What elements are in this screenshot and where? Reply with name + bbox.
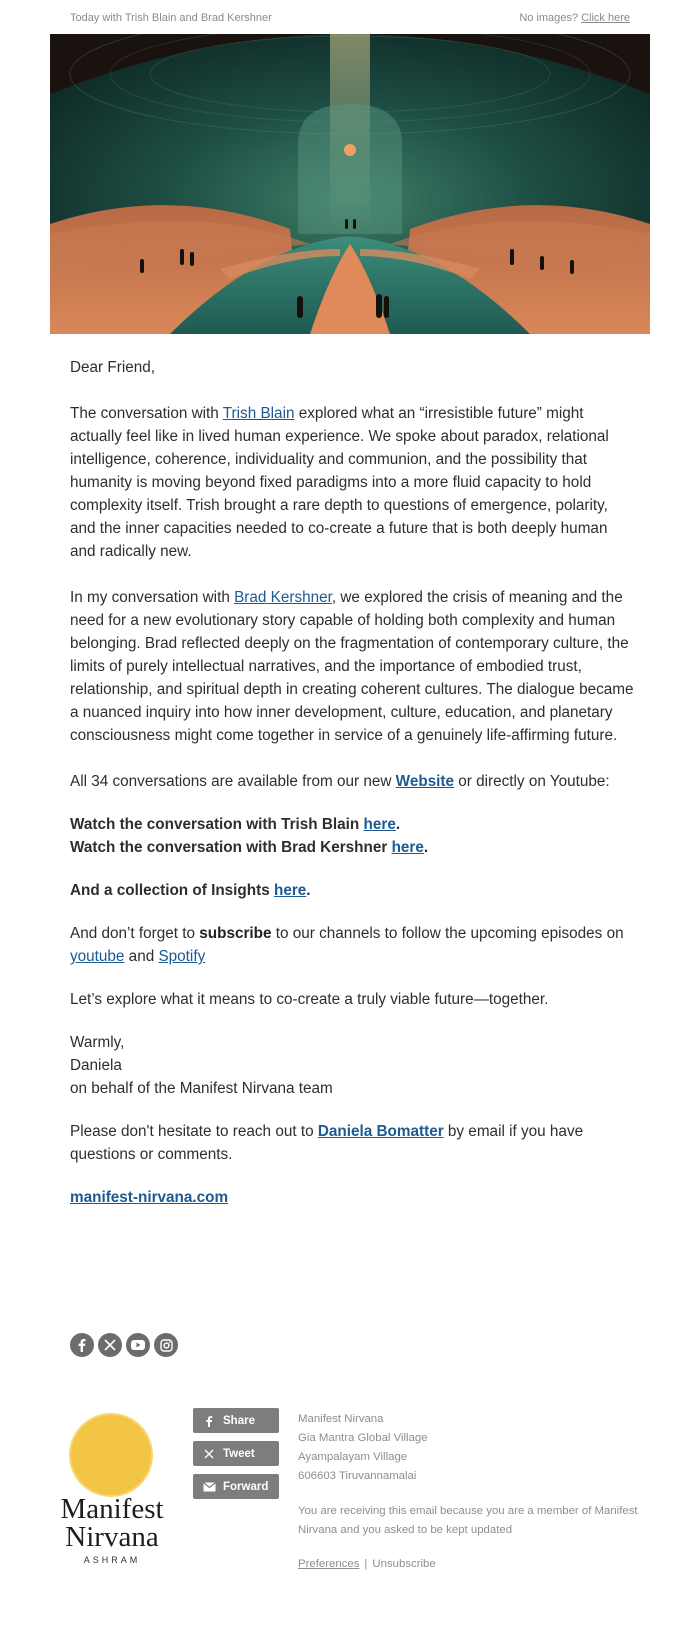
manifest-nirvana-logo [52, 1413, 172, 1563]
share-button[interactable]: Share [193, 1408, 279, 1433]
x-icon[interactable] [98, 1333, 122, 1357]
mail-icon [201, 1482, 217, 1492]
logo-subtitle: ASHRAM [83, 1555, 141, 1565]
watch-trish-link[interactable]: here [363, 816, 396, 833]
insights-line: And a collection of Insights here. [70, 882, 311, 899]
paragraph-brad: In my conversation with Brad Kershner, we explored the crisis of meaning and the need for a new evolutionary story capable of holding both complexity and human belonging. Brad reflected deeply on the fragmentation of contemporary culture, the limits of purely intellectual narratives, and the importance of embodied trust, relationship, and spiritual depth in creating coherent cultures. The dialogue became a nuanced inquiry into how inner development, culture, education, and planetary consciousness might come together in service of a genuinely life-affirming future. [70, 589, 634, 744]
brad-kershner-link[interactable]: Brad Kershner [234, 589, 332, 606]
email-body [70, 356, 635, 1232]
view-online-link[interactable]: Click here [581, 12, 630, 24]
forward-button[interactable]: Forward [193, 1474, 279, 1499]
share-buttons [193, 1408, 279, 1507]
watch-brad-line: Watch the conversation with Brad Kershner here. [70, 839, 429, 856]
contact-paragraph: Please don't hesitate to reach out to Daniela Bomatter by email if you have questions or comments. [70, 1123, 584, 1163]
youtube-link[interactable]: youtube [70, 948, 125, 965]
facebook-icon[interactable] [70, 1333, 94, 1357]
spotify-link[interactable]: Spotify [158, 948, 206, 965]
insights-link[interactable]: here [273, 882, 307, 899]
footer-links: Preferences | Unsubscribe [298, 1558, 436, 1570]
logo-sun-icon [69, 1413, 153, 1497]
paragraph-conversations: All 34 conversations are available from our new Website or directly on Youtube: [70, 773, 610, 790]
watch-trish-line: Watch the conversation with Trish Blain here. [70, 816, 401, 833]
site-link-line [70, 1186, 635, 1209]
footer-address [298, 1410, 648, 1574]
address-line: Gia Mantra Global Village [298, 1432, 428, 1444]
instagram-icon[interactable] [154, 1333, 178, 1357]
preheader-text: Today with Trish Blain and Brad Kershner [70, 12, 272, 24]
unsubscribe-link[interactable]: Unsubscribe [372, 1558, 436, 1570]
trish-blain-link[interactable]: Trish Blain [222, 405, 295, 422]
address-line: Ayampalayam Village [298, 1451, 408, 1463]
address-line: Manifest Nirvana [298, 1413, 384, 1425]
address-line: 606603 Tiruvannamalai [298, 1470, 417, 1482]
watch-links [70, 813, 635, 859]
website-link[interactable]: Website [395, 773, 455, 790]
explore-line: Let’s explore what it means to co-create a truly viable future—together. [70, 991, 549, 1008]
youtube-icon[interactable] [126, 1333, 150, 1357]
daniela-email-link[interactable]: Daniela Bomatter [317, 1123, 444, 1140]
facebook-icon [201, 1415, 217, 1427]
preheader-no-images: No images? Click here [519, 12, 630, 24]
paragraph-trish: The conversation with Trish Blain explored what an “irresistible future” might actually feel like in lived human experience. We spoke about paradox, relational intelligence, coherence, individuality and communion, and the possibility that humanity is moving beyond fixed paradigms into a more fluid capacity to hold complexity itself. Trish brought a rare depth to questions of emergence, polarity, and the inner capacities needed to co-create a future that is both deeply human and radically new. [70, 405, 609, 560]
watch-brad-link[interactable]: here [391, 839, 424, 856]
subscription-notice: You are receiving this email because you are a member of Manifest Nirvana and you asked to be kept updated [298, 1505, 638, 1536]
tweet-button[interactable]: Tweet [193, 1441, 279, 1466]
x-icon [201, 1449, 217, 1459]
preheader [70, 12, 630, 24]
subscribe-paragraph: And don’t forget to subscribe to our channels to follow the upcoming episodes on youtube and Spotify [70, 925, 624, 965]
logo-wordmark: Manifest Nirvana [60, 1493, 164, 1553]
hero-image [50, 34, 650, 334]
preferences-link[interactable]: Preferences [298, 1558, 360, 1570]
greeting: Dear Friend, [70, 359, 156, 376]
social-icons [70, 1333, 178, 1357]
signoff: Warmly, Daniela on behalf of the Manifest Nirvana team [70, 1034, 333, 1097]
site-link[interactable]: manifest-nirvana.com [70, 1189, 229, 1206]
